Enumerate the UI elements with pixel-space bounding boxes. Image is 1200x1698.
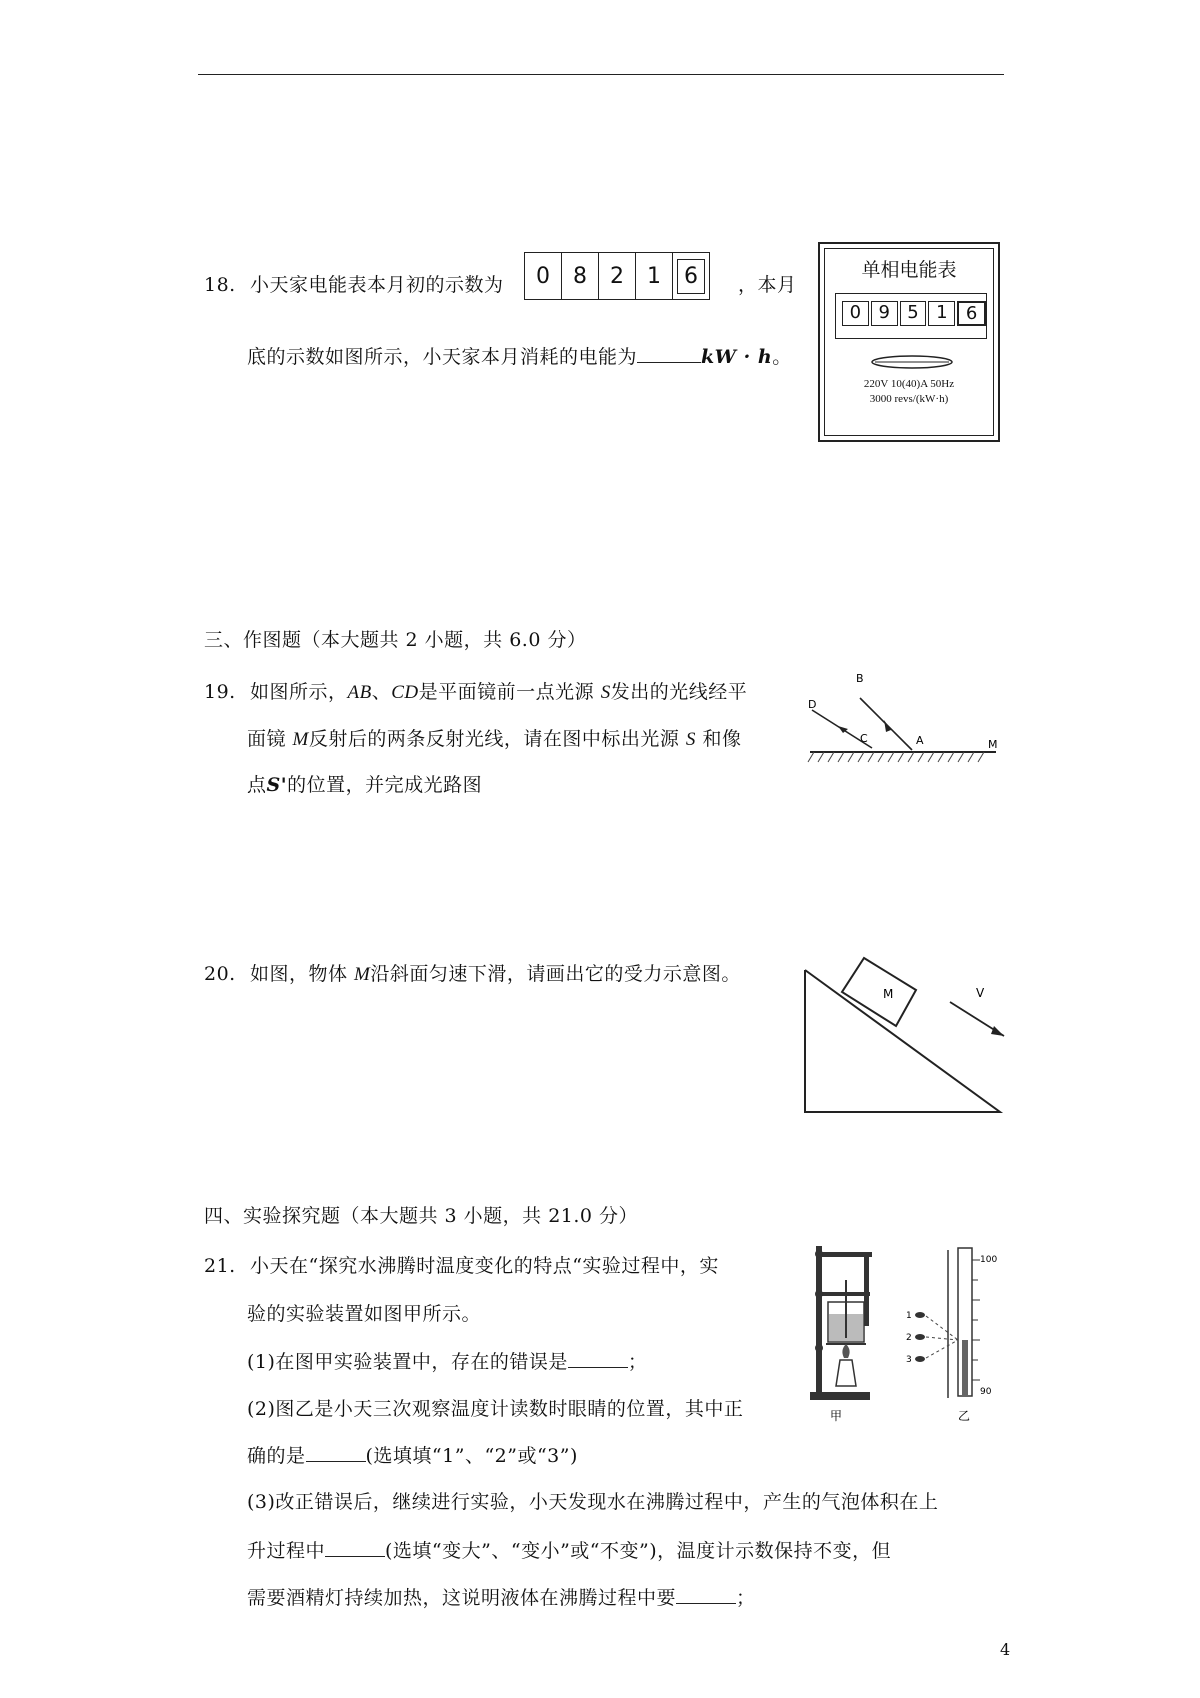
q19-line1: 19. 如图所示，AB、CD是平面镜前一点光源 S发出的光线经平	[204, 681, 748, 703]
velocity-label: V	[976, 986, 985, 1000]
answer-blank[interactable]	[676, 1585, 736, 1604]
question-number: 20.	[204, 963, 236, 985]
digit: 2	[599, 253, 636, 299]
eye-label-1: 1	[906, 1311, 912, 1321]
answer-blank[interactable]	[306, 1443, 366, 1462]
q19-line3: 点S'的位置，并完成光路图	[247, 774, 483, 796]
label-d: D	[808, 698, 817, 711]
initial-reading-box	[524, 252, 710, 300]
answer-blank[interactable]	[568, 1349, 628, 1368]
q18-line2: 底的示数如图所示，小天家本月消耗的电能为 kW · h。	[247, 346, 792, 368]
answer-blank[interactable]	[325, 1538, 385, 1557]
q21-line2: 验的实验装置如图甲所示。	[247, 1303, 482, 1325]
question-number: 21.	[204, 1255, 236, 1277]
meter-digit: 0	[842, 301, 869, 326]
label-m: M	[988, 738, 998, 751]
meter-spec-1: 220V 10(40)A 50Hz	[863, 378, 955, 390]
meter-disc-icon	[867, 353, 957, 371]
caption-yi: 乙	[958, 1409, 971, 1423]
meter-digit: 5	[900, 301, 927, 326]
eye-icon	[915, 1312, 925, 1362]
meter-digit: 9	[871, 301, 898, 326]
page-number: 4	[1000, 1640, 1011, 1659]
eye-label-3: 3	[906, 1355, 912, 1365]
q18-line1: 18. 小天家电能表本月初的示数为	[204, 274, 504, 296]
question-number: 18.	[204, 274, 236, 296]
question-number: 19.	[204, 681, 236, 703]
q19-line2: 面镜 M反射后的两条反射光线，请在图中标出光源 S 和像	[247, 728, 742, 750]
header-rule	[198, 74, 1004, 75]
label-c: C	[860, 732, 868, 745]
scale-bottom: 90	[980, 1387, 992, 1397]
scale-top: 100	[980, 1255, 998, 1265]
q21-part3-line2: 升过程中 (选填“变大”、“变小”或“不变”)，温度计示数保持不变，但	[247, 1540, 892, 1562]
mirror-reflection-figure	[800, 660, 1006, 772]
label-a: A	[916, 734, 924, 747]
caption-jia: 甲	[830, 1409, 843, 1423]
eye-label-2: 2	[906, 1333, 912, 1343]
label-b: B	[856, 672, 864, 685]
meter-display	[835, 293, 987, 339]
meter-title: 单相电能表	[861, 259, 957, 281]
section-heading: 三、作图题（本大题共 2 小题，共 6.0 分）	[204, 629, 587, 651]
answer-blank[interactable]	[637, 344, 701, 363]
q21-part1: (1)在图甲实验装置中，存在的错误是 ；	[247, 1351, 648, 1373]
digit: 0	[525, 253, 562, 299]
q21-part2-line2: 确的是 (选填填“1”、“2”或“3”)	[247, 1445, 578, 1467]
q20-line1: 20. 如图，物体 M沿斜面匀速下滑，请画出它的受力示意图。	[204, 963, 741, 985]
q18-line1-tail: ，本月	[738, 274, 797, 296]
q21-part2-line1: (2)图乙是小天三次观察温度计读数时眼睛的位置，其中正	[247, 1398, 744, 1420]
meter-digit: 1	[928, 301, 955, 326]
section-heading: 四、实验探究题（本大题共 3 小题，共 21.0 分）	[204, 1205, 639, 1227]
incline-figure	[800, 940, 1010, 1120]
q21-part3-line3: 需要酒精灯持续加热，这说明液体在沸腾过程中要 ；	[247, 1587, 756, 1609]
q21-line1: 21. 小天在“探究水沸腾时温度变化的特点“实验过程中，实	[204, 1255, 719, 1277]
block-label: M	[883, 987, 894, 1001]
digit: 8	[562, 253, 599, 299]
meter-spec-2: 3000 revs/(kW·h)	[869, 393, 949, 405]
electric-meter-figure	[818, 242, 1000, 442]
digit: 1	[636, 253, 673, 299]
digit-decimal: 6	[673, 253, 709, 299]
boiling-experiment-figure	[808, 1240, 1008, 1428]
meter-digit-decimal: 6	[957, 301, 986, 326]
q21-part3-line1: (3)改正错误后，继续进行实验，小天发现水在沸腾过程中，产生的气泡体积在上	[247, 1491, 939, 1513]
